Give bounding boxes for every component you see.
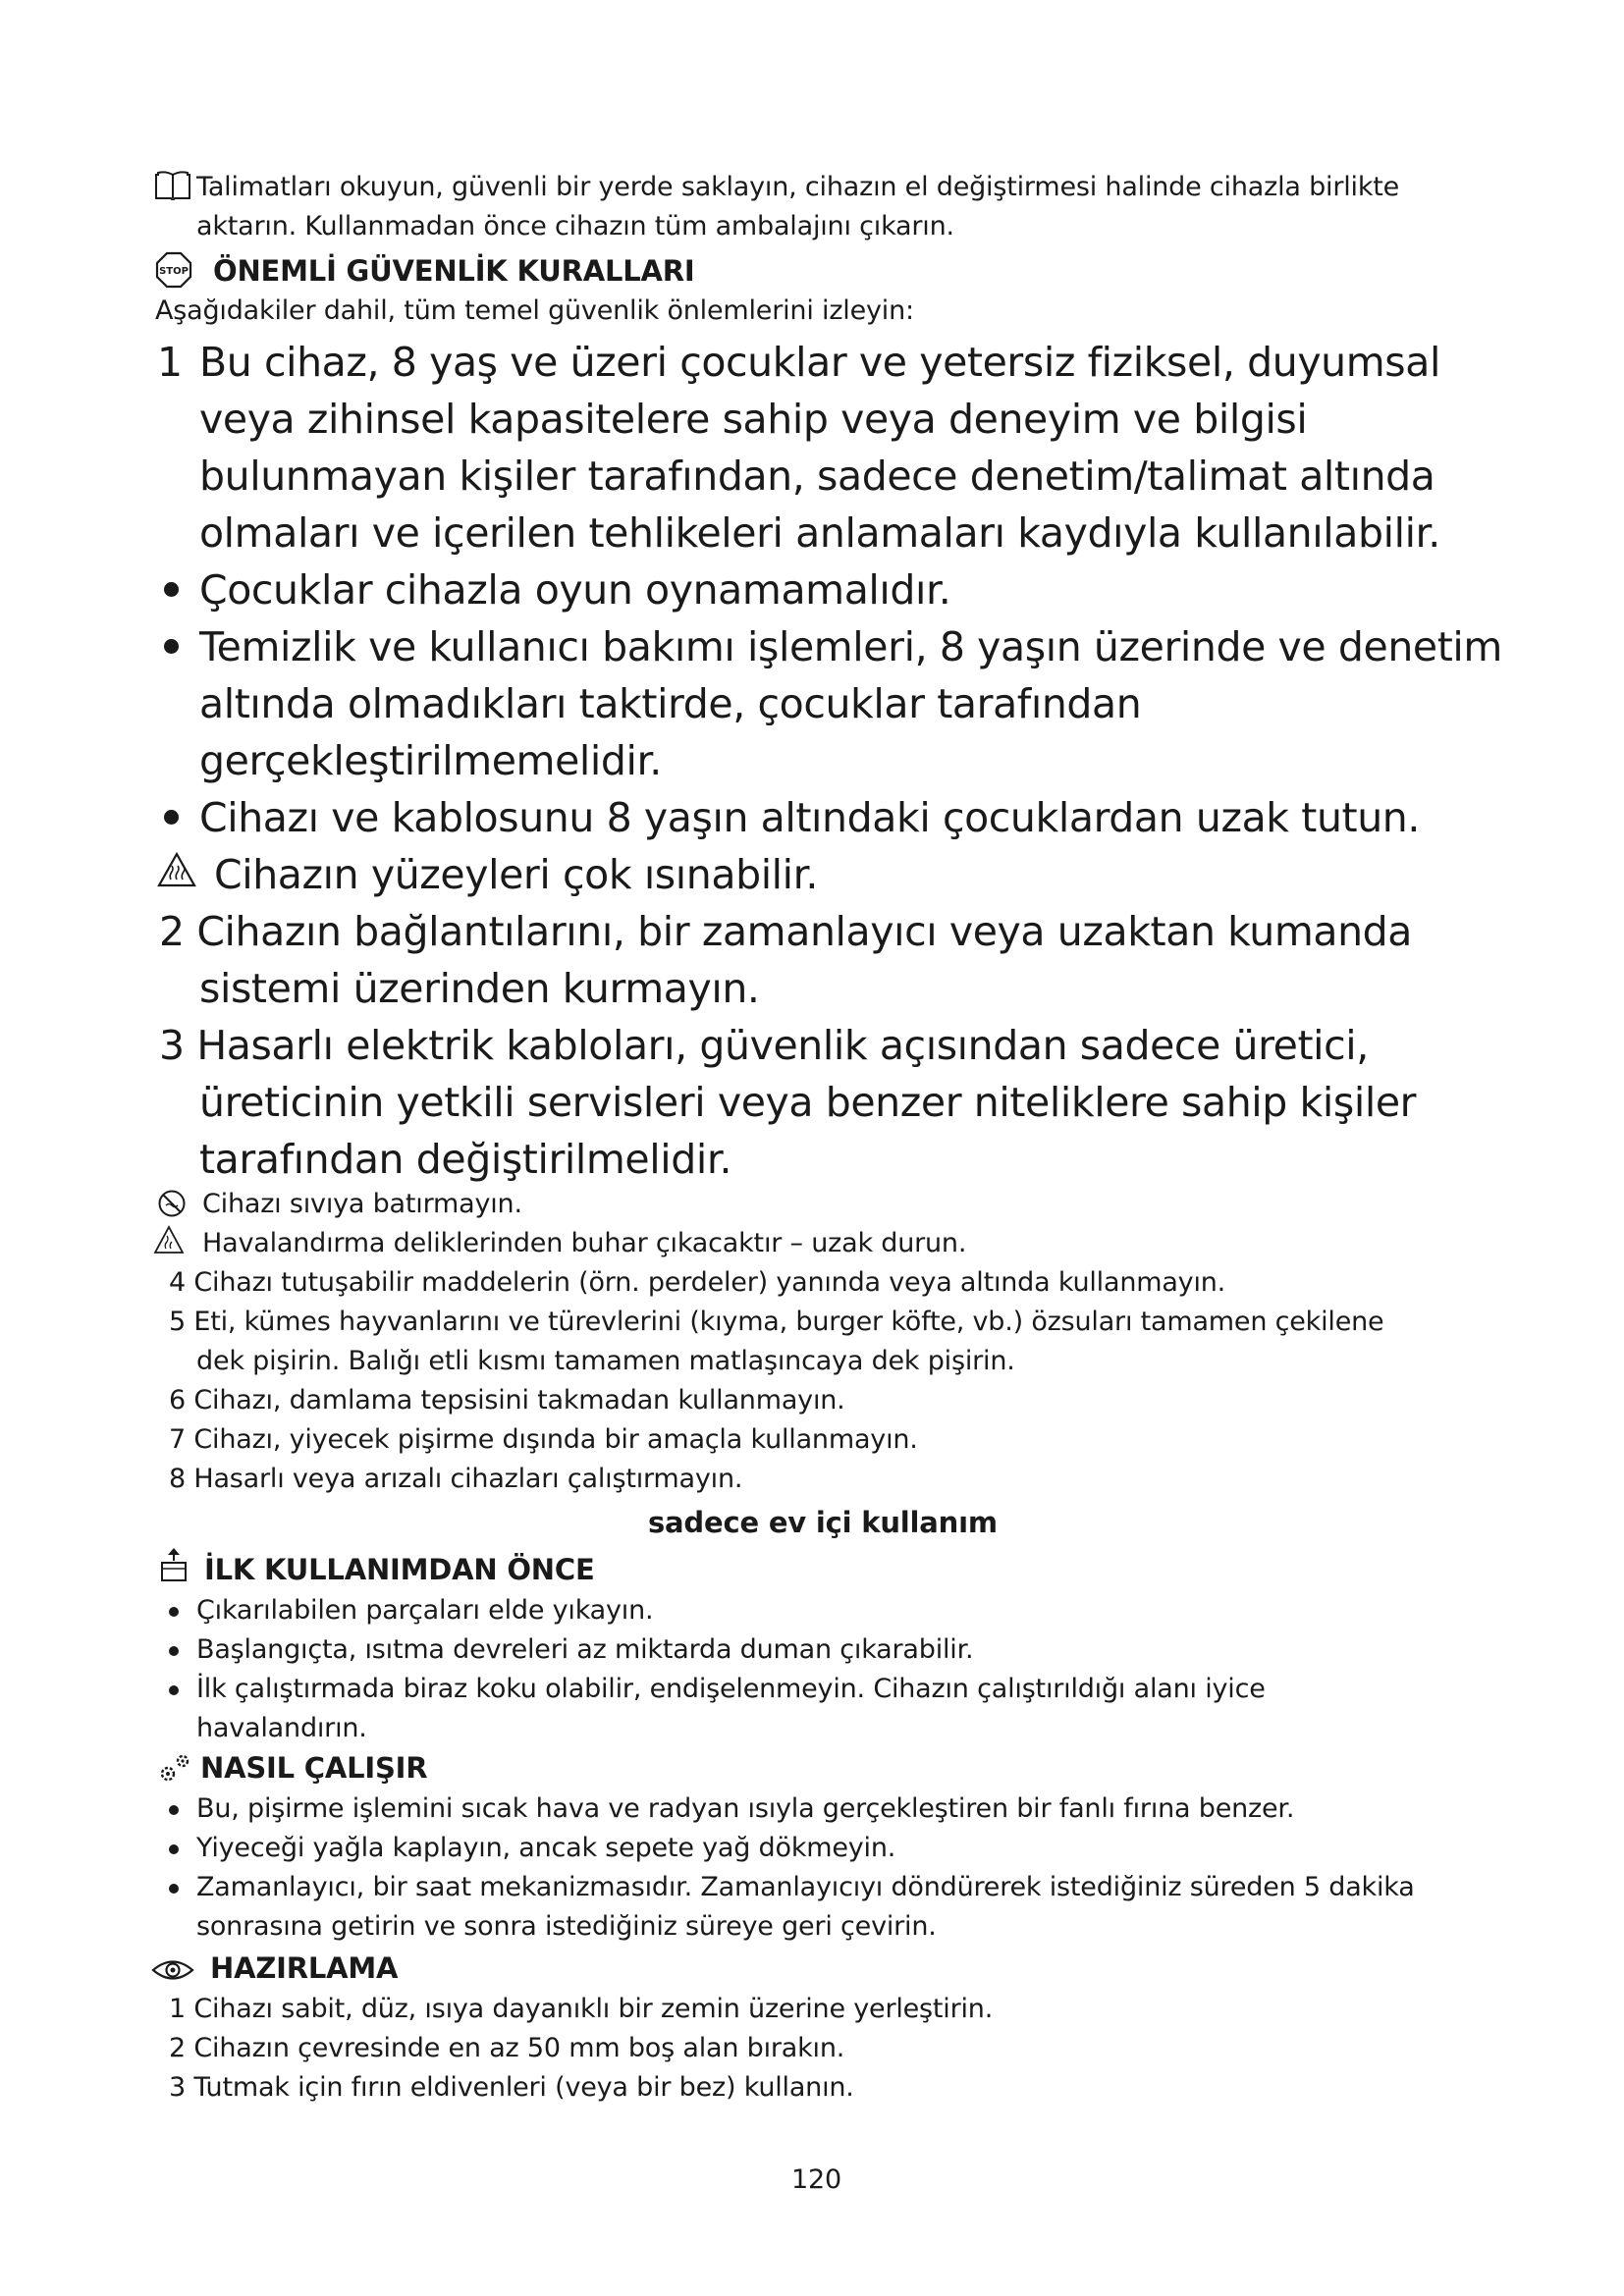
item-8: 8 Hasarlı veya arızalı cihazları çalıştırmayın. xyxy=(169,1464,743,1494)
item-2-line-1: 2 Cihazın bağlantılarını, bir zamanlayıcı veya uzaktan kumanda xyxy=(159,908,1413,955)
page-number: 120 xyxy=(791,2164,841,2195)
safety-subheading: Aşağıdakiler dahil, tüm temel güvenlik önlemlerini izleyin: xyxy=(155,295,914,326)
bullet-dot xyxy=(164,582,179,597)
item-7: 7 Cihazı, yiyecek pişirme dışında bir amaçla kullanmayın. xyxy=(169,1424,918,1455)
before-first-use-bullet-2: Başlangıçta, ısıtma devreleri az miktarda duman çıkarabilir. xyxy=(196,1634,974,1665)
stop-icon xyxy=(155,251,192,289)
bullet-dot xyxy=(164,639,179,654)
bullet-cleaning-line-1: Temizlik ve kullanıcı bakımı işlemleri, 8 yaşın üzerinde ve denetim xyxy=(199,623,1502,670)
bullet-dot xyxy=(169,1646,179,1656)
eye-icon xyxy=(151,1957,194,1983)
before-first-use-bullet-3-line-1: İlk çalıştırmada biraz koku olabilir, endişelenmeyin. Cihazın çalıştırıldığı alanı iyice xyxy=(196,1674,1266,1704)
gears-icon xyxy=(157,1751,192,1785)
book-icon xyxy=(154,171,191,200)
no-immerse-text: Cihazı sıvıya batırmayın. xyxy=(202,1189,522,1219)
preparation-item-1: 1 Cihazı sabit, düz, ısıya dayanıklı bir zemin üzerine yerleştirin. xyxy=(169,1994,994,2024)
how-it-works-bullet-3-line-1: Zamanlayıcı, bir saat mekanizmasıdır. Zamanlayıcıyı döndürerek istediğiniz süreden 5 dakika xyxy=(196,1872,1415,1902)
bullet-dot xyxy=(164,810,179,825)
item-4: 4 Cihazı tutuşabilir maddelerin (örn. perdeler) yanında veya altında kullanmayın. xyxy=(169,1267,1226,1298)
item-5-line-1: 5 Eti, kümes hayvanlarını ve türevlerini (kıyma, burger köfte, vb.) özsuları tamamen çekilene xyxy=(169,1307,1384,1337)
item-1-line-1: Bu cihaz, 8 yaş ve üzeri çocuklar ve yetersiz fiziksel, duyumsal xyxy=(199,339,1440,386)
bullet-dot xyxy=(169,1844,179,1854)
item-1-line-2: veya zihinsel kapasitelere sahip veya deneyim ve bilgisi xyxy=(199,396,1308,443)
bullet-cleaning-line-3: gerçekleştirilmemelidir. xyxy=(199,737,662,784)
no-immerse-icon xyxy=(157,1189,187,1218)
preparation-item-3: 3 Tutmak için fırın eldivenleri (veya bir bez) kullanın. xyxy=(169,2072,854,2103)
how-it-works-bullet-3-line-2: sonrasına getirin ve sonra istediğiniz süreye geri çevirin. xyxy=(196,1911,937,1942)
bullet-dot xyxy=(169,1685,179,1695)
before-first-use-bullet-1: Çıkarılabilen parçaları elde yıkayın. xyxy=(196,1595,654,1626)
hot-surface-warning-icon xyxy=(157,852,196,887)
intro-line-1: Talimatları okuyun, güvenli bir yerde saklayın, cihazın el değiştirmesi halinde cihazla birlikte xyxy=(196,172,1400,202)
item-3-line-2: üreticinin yetkili servisleri veya benzer niteliklere sahip kişiler xyxy=(199,1079,1417,1126)
bullet-keep-away: Cihazı ve kablosunu 8 yaşın altındaki çocuklardan uzak tutun. xyxy=(199,794,1421,841)
how-it-works-bullet-1: Bu, pişirme işlemini sıcak hava ve radyan ısıyla gerçekleştiren bir fanlı fırına benzer. xyxy=(196,1793,1295,1824)
household-use-note: sadece ev içi kullanım xyxy=(648,1506,998,1539)
bullet-dot xyxy=(169,1607,179,1617)
safety-heading: ÖNEMLİ GÜVENLİK KURALLARI xyxy=(213,254,695,288)
intro-line-2: aktarın. Kullanmadan önce cihazın tüm ambalajını çıkarın. xyxy=(196,211,954,241)
hot-surface-text: Cihazın yüzeyleri çok ısınabilir. xyxy=(214,851,818,898)
item-2-line-2: sistemi üzerinden kurmayın. xyxy=(199,965,760,1012)
bullet-dot xyxy=(169,1884,179,1894)
before-first-use-heading: İLK KULLANIMDAN ÖNCE xyxy=(204,1553,595,1586)
steam-warning-icon xyxy=(153,1225,185,1255)
how-it-works-heading: NASIL ÇALIŞIR xyxy=(200,1751,428,1785)
item-1-line-4: olmaları ve içerilen tehlikeleri anlamaları kaydıyla kullanılabilir. xyxy=(199,509,1440,557)
item-1-line-3: bulunmayan kişiler tarafından, sadece denetim/talimat altında xyxy=(199,453,1435,500)
item-6: 6 Cihazı, damlama tepsisini takmadan kullanmayın. xyxy=(169,1385,845,1415)
bullet-children-play: Çocuklar cihazla oyun oynamamalıdır. xyxy=(199,566,951,614)
svg-text:STOP: STOP xyxy=(159,266,189,277)
steam-warning-text: Havalandırma deliklerinden buhar çıkacaktır – uzak durun. xyxy=(202,1228,967,1258)
item-3-line-3: tarafından değiştirilmelidir. xyxy=(199,1136,732,1183)
preparation-item-2: 2 Cihazın çevresinde en az 50 mm boş alan bırakın. xyxy=(169,2033,845,2063)
preparation-heading: HAZIRLAMA xyxy=(210,1951,399,1985)
bullet-dot xyxy=(169,1805,179,1815)
item-3-line-1: 3 Hasarlı elektrik kabloları, güvenlik açısından sadece üretici, xyxy=(159,1022,1369,1069)
item-5-line-2: dek pişirin. Balığı etli kısmı tamamen matlaşıncaya dek pişirin. xyxy=(196,1346,1015,1376)
bullet-cleaning-line-2: altında olmadıkları taktirde, çocuklar tarafından xyxy=(199,680,1142,727)
item-1-number: 1 xyxy=(157,339,183,386)
how-it-works-bullet-2: Yiyeceği yağla kaplayın, ancak sepete yağ dökmeyin. xyxy=(196,1833,896,1863)
before-first-use-bullet-3-line-2: havalandırın. xyxy=(196,1713,367,1743)
unpack-box-icon xyxy=(158,1547,189,1582)
